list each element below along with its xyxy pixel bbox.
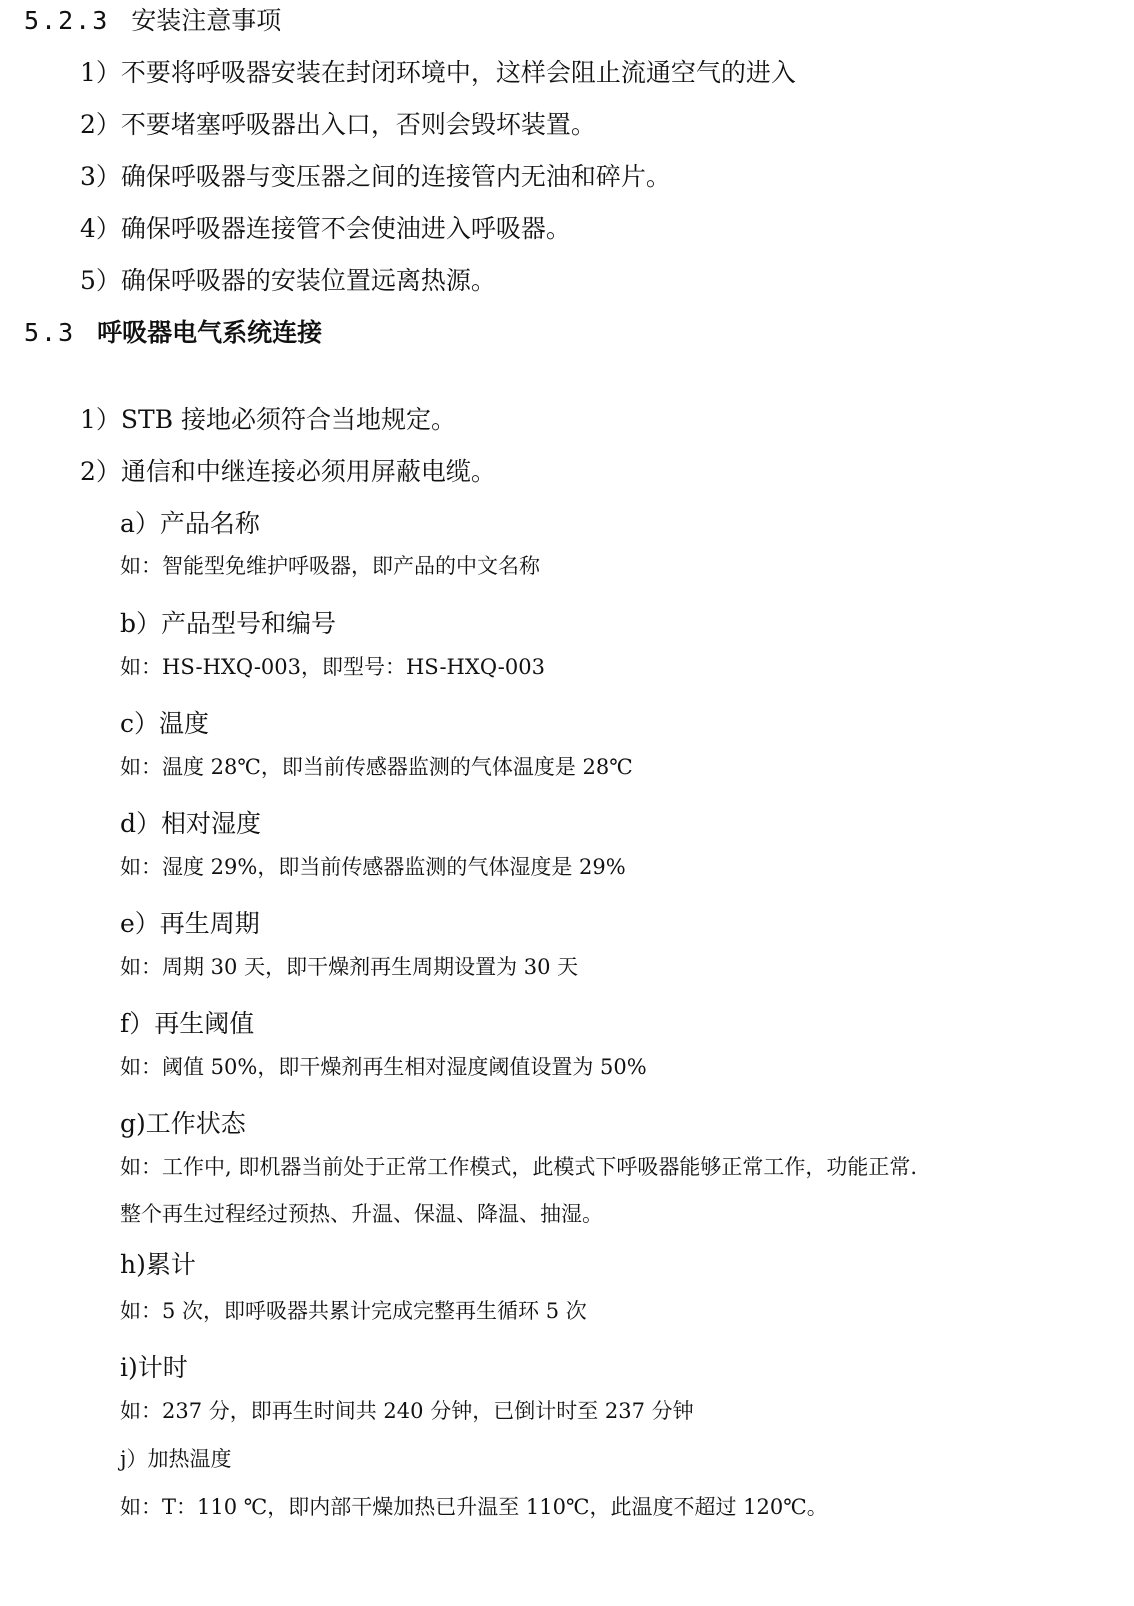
subitem-example: 如：周期 30 天，即干燥剂再生周期设置为 30 天 bbox=[120, 955, 579, 979]
subitem-label: f）再生阈值 bbox=[120, 1009, 255, 1038]
list-item: 4）确保呼吸器连接管不会使油进入呼吸器。 bbox=[80, 214, 571, 243]
subitem-example: 如：智能型免维护呼吸器，即产品的中文名称 bbox=[120, 554, 540, 578]
subitem-example: 如：工作中, 即机器当前处于正常工作模式，此模式下呼吸器能够正常工作，功能正常. bbox=[120, 1155, 918, 1179]
subitem-label: d）相对湿度 bbox=[120, 809, 262, 838]
list-item: 5）确保呼吸器的安装位置远离热源。 bbox=[80, 266, 496, 295]
subitem-label: a）产品名称 bbox=[120, 509, 260, 538]
list-item: 2）不要堵塞呼吸器出入口，否则会毁坏装置。 bbox=[80, 110, 596, 139]
section-53-heading bbox=[24, 320, 322, 345]
section-53-number: 5.3 bbox=[24, 318, 76, 347]
subitem-label: h)累计 bbox=[120, 1250, 196, 1279]
list-item: 1）STB 接地必须符合当地规定。 bbox=[80, 405, 457, 434]
list-item: 1）不要将呼吸器安装在封闭环境中，这样会阻止流通空气的进入 bbox=[80, 58, 796, 87]
list-item: 3）确保呼吸器与变压器之间的连接管内无油和碎片。 bbox=[80, 162, 671, 191]
subitem-label: i)计时 bbox=[120, 1353, 188, 1382]
subitem-example-continued: 整个再生过程经过预热、升温、保温、降温、抽湿。 bbox=[120, 1202, 603, 1226]
subitem-example: 如：温度 28℃，即当前传感器监测的气体温度是 28℃ bbox=[120, 755, 633, 779]
subitem-label: c）温度 bbox=[120, 709, 210, 738]
section-523-heading bbox=[24, 8, 281, 33]
list-item: 2）通信和中继连接必须用屏蔽电缆。 bbox=[80, 457, 496, 486]
subitem-label: j）加热温度 bbox=[120, 1447, 232, 1471]
subitem-example: 如：237 分，即再生时间共 240 分钟，已倒计时至 237 分钟 bbox=[120, 1399, 694, 1423]
subitem-example: 如：湿度 29%，即当前传感器监测的气体湿度是 29% bbox=[120, 855, 626, 879]
subitem-example: 如：T：110 ℃，即内部干燥加热已升温至 110℃，此温度不超过 120℃。 bbox=[120, 1495, 828, 1519]
section-523-title: 安装注意事项 bbox=[131, 6, 282, 35]
subitem-label: b）产品型号和编号 bbox=[120, 609, 337, 638]
subitem-example: 如：HS-HXQ-003，即型号：HS-HXQ-003 bbox=[120, 655, 545, 679]
subitem-label: e）再生周期 bbox=[120, 909, 260, 938]
subitem-example: 如：5 次，即呼吸器共累计完成完整再生循环 5 次 bbox=[120, 1299, 587, 1323]
subitem-label: g)工作状态 bbox=[120, 1109, 246, 1138]
section-53-title: 呼吸器电气系统连接 bbox=[97, 318, 323, 347]
subitem-example: 如：阈值 50%，即干燥剂再生相对湿度阈值设置为 50% bbox=[120, 1055, 647, 1079]
section-523-number: 5.2.3 bbox=[24, 6, 110, 35]
